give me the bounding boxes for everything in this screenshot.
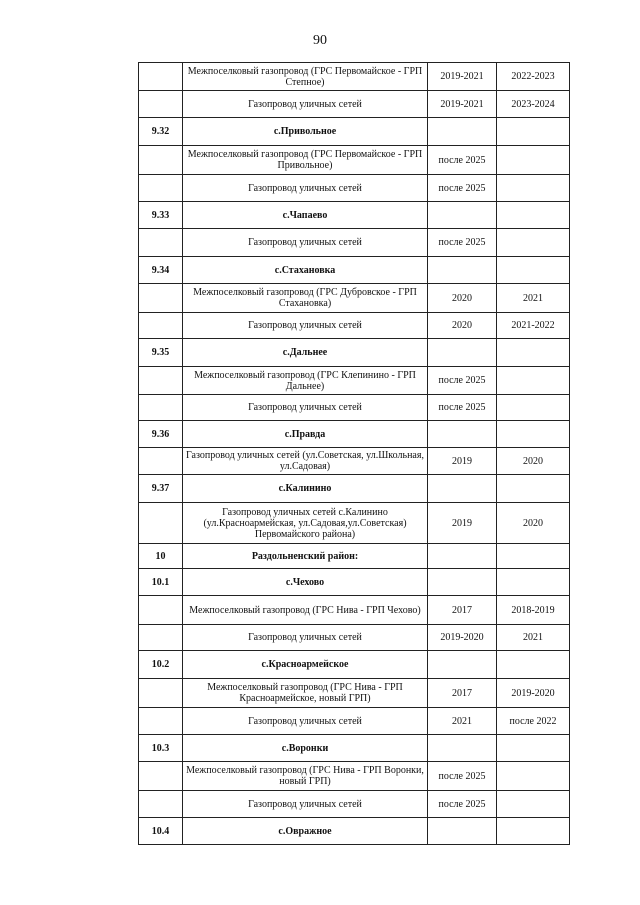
row-number-cell: [139, 503, 183, 544]
object-name-cell: с.Привольное: [183, 118, 428, 146]
object-name-cell: Газопровод уличных сетей: [183, 175, 428, 202]
page-number: 90: [313, 33, 327, 48]
construction-years-cell: [497, 762, 570, 791]
section-header-row: [139, 569, 570, 596]
row-number-cell: 10.1: [139, 569, 183, 596]
construction-years-cell: [497, 146, 570, 175]
construction-years-cell: 2022-2023: [497, 63, 570, 91]
object-name-cell: Межпоселковый газопровод (ГРС Нива - ГРП Чехово): [183, 596, 428, 625]
row-number-cell: [139, 229, 183, 257]
object-name-cell: с.Чехово: [183, 569, 428, 596]
design-years-cell: 2019-2021: [428, 91, 497, 118]
design-years-cell: [428, 569, 497, 596]
table-row: [139, 791, 570, 818]
construction-years-cell: [497, 202, 570, 229]
object-name-cell: с.Красноармейское: [183, 651, 428, 679]
construction-years-cell: 2020: [497, 503, 570, 544]
design-years-cell: [428, 257, 497, 284]
design-years-cell: 2021: [428, 708, 497, 735]
row-number-cell: [139, 679, 183, 708]
design-years-cell: 2020: [428, 313, 497, 339]
construction-years-cell: после 2022: [497, 708, 570, 735]
design-years-cell: [428, 735, 497, 762]
design-years-cell: 2017: [428, 679, 497, 708]
row-number-cell: [139, 762, 183, 791]
object-name-cell: Газопровод уличных сетей: [183, 791, 428, 818]
construction-years-cell: 2019-2020: [497, 679, 570, 708]
row-number-cell: [139, 175, 183, 202]
table-row: [139, 503, 570, 544]
design-years-cell: после 2025: [428, 175, 497, 202]
design-years-cell: 2020: [428, 284, 497, 313]
table-row: [139, 313, 570, 339]
table-row: [139, 146, 570, 175]
design-years-cell: 2019-2020: [428, 625, 497, 651]
section-header-row: [139, 651, 570, 679]
object-name-cell: Газопровод уличных сетей (ул.Советская, ул.Школьная, ул.Садовая): [183, 448, 428, 475]
design-years-cell: после 2025: [428, 367, 497, 395]
row-number-cell: [139, 625, 183, 651]
object-name-cell: Газопровод уличных сетей: [183, 708, 428, 735]
design-years-cell: [428, 544, 497, 569]
design-years-cell: [428, 202, 497, 229]
object-name-cell: Межпоселковый газопровод (ГРС Первомайское - ГРП Степное): [183, 63, 428, 91]
row-number-cell: [139, 63, 183, 91]
design-years-cell: [428, 339, 497, 367]
construction-years-cell: [497, 421, 570, 448]
row-number-cell: 10.4: [139, 818, 183, 845]
design-years-cell: после 2025: [428, 395, 497, 421]
object-name-cell: с.Стахановка: [183, 257, 428, 284]
construction-years-cell: [497, 651, 570, 679]
section-header-row: [139, 257, 570, 284]
section-header-row: [139, 118, 570, 146]
construction-years-cell: [497, 569, 570, 596]
section-header-row: [139, 735, 570, 762]
construction-years-cell: [497, 475, 570, 503]
design-years-cell: [428, 818, 497, 845]
row-number-cell: [139, 708, 183, 735]
object-name-cell: с.Калинино: [183, 475, 428, 503]
construction-years-cell: 2018-2019: [497, 596, 570, 625]
row-number-cell: [139, 448, 183, 475]
construction-years-cell: [497, 395, 570, 421]
construction-years-cell: 2021: [497, 284, 570, 313]
construction-years-cell: [497, 229, 570, 257]
design-years-cell: [428, 421, 497, 448]
object-name-cell: с.Чапаево: [183, 202, 428, 229]
row-number-cell: 9.35: [139, 339, 183, 367]
object-name-cell: Газопровод уличных сетей: [183, 229, 428, 257]
object-name-cell: Межпоселковый газопровод (ГРС Дубровское - ГРП Стахановка): [183, 284, 428, 313]
object-name-cell: Газопровод уличных сетей: [183, 395, 428, 421]
table-row: [139, 175, 570, 202]
design-years-cell: 2017: [428, 596, 497, 625]
construction-years-cell: 2021-2022: [497, 313, 570, 339]
design-years-cell: [428, 118, 497, 146]
object-name-cell: Межпоселковый газопровод (ГРС Нива - ГРП Красноармейское, новый ГРП): [183, 679, 428, 708]
row-number-cell: 9.33: [139, 202, 183, 229]
row-number-cell: [139, 91, 183, 118]
object-name-cell: Межпоселковый газопровод (ГРС Нива - ГРП Воронки, новый ГРП): [183, 762, 428, 791]
construction-years-cell: 2021: [497, 625, 570, 651]
construction-years-cell: [497, 818, 570, 845]
row-number-cell: 9.36: [139, 421, 183, 448]
object-name-cell: Газопровод уличных сетей: [183, 625, 428, 651]
construction-years-cell: [497, 735, 570, 762]
row-number-cell: 10: [139, 544, 183, 569]
design-years-cell: после 2025: [428, 146, 497, 175]
row-number-cell: 10.2: [139, 651, 183, 679]
construction-years-cell: [497, 118, 570, 146]
object-name-cell: Раздольненский район:: [183, 544, 428, 569]
design-years-cell: [428, 475, 497, 503]
design-years-cell: 2019-2021: [428, 63, 497, 91]
row-number-cell: [139, 791, 183, 818]
row-number-cell: [139, 146, 183, 175]
row-number-cell: [139, 284, 183, 313]
table-row: [139, 448, 570, 475]
construction-years-cell: 2023-2024: [497, 91, 570, 118]
object-name-cell: Газопровод уличных сетей: [183, 91, 428, 118]
construction-years-cell: [497, 367, 570, 395]
design-years-cell: 2019: [428, 448, 497, 475]
object-name-cell: Межпоселковый газопровод (ГРС Клепинино - ГРП Дальнее): [183, 367, 428, 395]
construction-years-cell: [497, 339, 570, 367]
table-row: [139, 229, 570, 257]
design-years-cell: после 2025: [428, 229, 497, 257]
object-name-cell: с.Овражное: [183, 818, 428, 845]
table-row: [139, 762, 570, 791]
section-header-row: [139, 475, 570, 503]
table-row: [139, 708, 570, 735]
table-row: [139, 679, 570, 708]
table-row: [139, 625, 570, 651]
row-number-cell: [139, 313, 183, 339]
row-number-cell: 9.37: [139, 475, 183, 503]
table-row: [139, 596, 570, 625]
row-number-cell: 9.32: [139, 118, 183, 146]
object-name-cell: с.Воронки: [183, 735, 428, 762]
design-years-cell: после 2025: [428, 791, 497, 818]
row-number-cell: [139, 367, 183, 395]
row-number-cell: 9.34: [139, 257, 183, 284]
design-years-cell: 2019: [428, 503, 497, 544]
table-row: [139, 91, 570, 118]
gas-pipeline-schedule-table: [138, 62, 570, 845]
section-header-row: [139, 421, 570, 448]
object-name-cell: с.Правда: [183, 421, 428, 448]
row-number-cell: [139, 395, 183, 421]
construction-years-cell: [497, 175, 570, 202]
table-row: [139, 63, 570, 91]
table-row: [139, 395, 570, 421]
table-row: [139, 367, 570, 395]
design-years-cell: [428, 651, 497, 679]
construction-years-cell: [497, 544, 570, 569]
design-years-cell: после 2025: [428, 762, 497, 791]
object-name-cell: Газопровод уличных сетей с.Калинино (ул.Красноармейская, ул.Садовая,ул.Советская) Первомайского района): [183, 503, 428, 544]
object-name-cell: с.Дальнее: [183, 339, 428, 367]
construction-years-cell: 2020: [497, 448, 570, 475]
section-header-row: [139, 339, 570, 367]
row-number-cell: [139, 596, 183, 625]
district-header-row: [139, 544, 570, 569]
construction-years-cell: [497, 791, 570, 818]
section-header-row: [139, 818, 570, 845]
row-number-cell: 10.3: [139, 735, 183, 762]
table-body: [139, 63, 570, 845]
section-header-row: [139, 202, 570, 229]
object-name-cell: Межпоселковый газопровод (ГРС Первомайское - ГРП Привольное): [183, 146, 428, 175]
construction-years-cell: [497, 257, 570, 284]
object-name-cell: Газопровод уличных сетей: [183, 313, 428, 339]
table-row: [139, 284, 570, 313]
